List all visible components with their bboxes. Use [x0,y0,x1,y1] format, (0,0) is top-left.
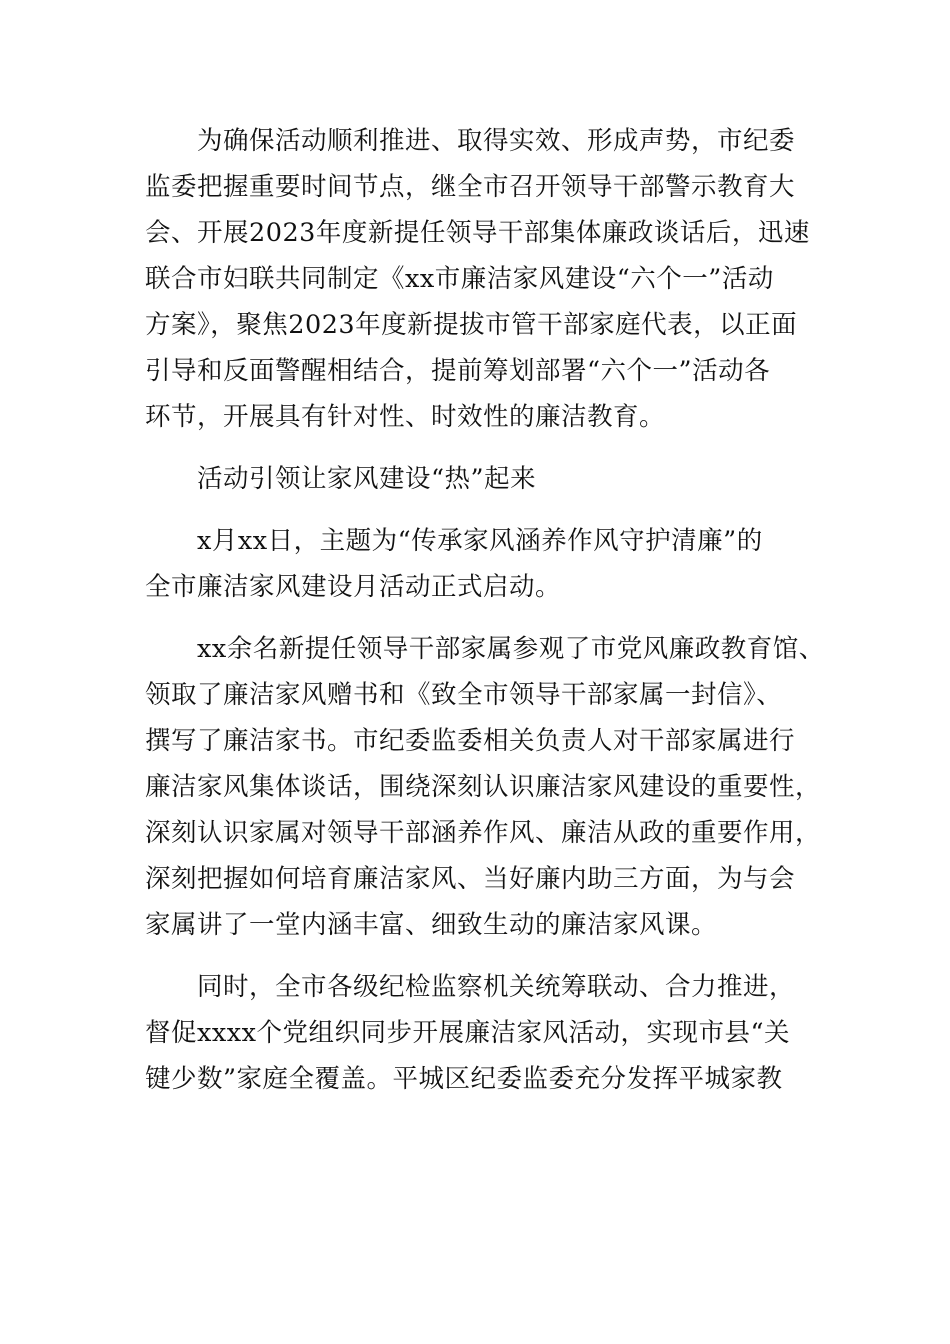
text-line: 廉洁家风集体谈话，围绕深刻认识廉洁家风建设的重要性， [145,772,822,802]
heading-line: 活动引领让家风建设“热”起来 [197,464,537,494]
text-line: 同时，全市各级纪检监察机关统筹联动、合力推进， [197,972,796,1002]
document-body [145,118,825,1102]
text-line: 领取了廉洁家风赠书和《致全市领导干部家属一封信》、 [145,680,783,710]
text-line: 方案》，聚焦2023年度新提拔市管干部家庭代表，以正面 [145,310,798,340]
text-line: 键少数”家庭全覆盖。平城区纪委监委充分发挥平城家教 [145,1064,783,1094]
text-line: 深刻认识家属对领导干部涵养作风、廉洁从政的重要作用， [145,818,822,848]
text-line: 全市廉洁家风建设月活动正式启动。 [145,572,562,602]
paragraph [145,626,825,948]
text-line: 撰写了廉洁家书。市纪委监委相关负责人对干部家属进行 [145,726,796,756]
text-line: 家属讲了一堂内涵丰富、细致生动的廉洁家风课。 [145,910,718,940]
text-line: 会、开展2023年度新提任领导干部集体廉政谈话后，迅速 [145,218,810,248]
text-line: 为确保活动顺利推进、取得实效、形成声势，市纪委 [197,126,796,156]
text-line: 环节，开展具有针对性、时效性的廉洁教育。 [145,402,666,432]
paragraph [145,964,805,1102]
text-line: 督促xxxx个党组织同步开展廉洁家风活动，实现市县“关 [145,1018,791,1048]
paragraph [145,518,805,610]
text-line: 深刻把握如何培育廉洁家风、当好廉内助三方面，为与会 [145,864,796,894]
text-line: 监委把握重要时间节点，继全市召开领导干部警示教育大 [145,172,796,202]
paragraph [145,118,810,440]
text-line: x月xx日，主题为“传承家风涵养作风守护清廉”的 [197,526,763,556]
text-line: xx余名新提任领导干部家属参观了市党风廉政教育馆、 [197,634,825,664]
text-line: 引导和反面警醒相结合，提前筹划部署“六个一”活动各 [145,356,771,386]
text-line: 联合市妇联共同制定《xx市廉洁家风建设“六个一”活动 [145,264,774,294]
section-heading [145,456,805,502]
